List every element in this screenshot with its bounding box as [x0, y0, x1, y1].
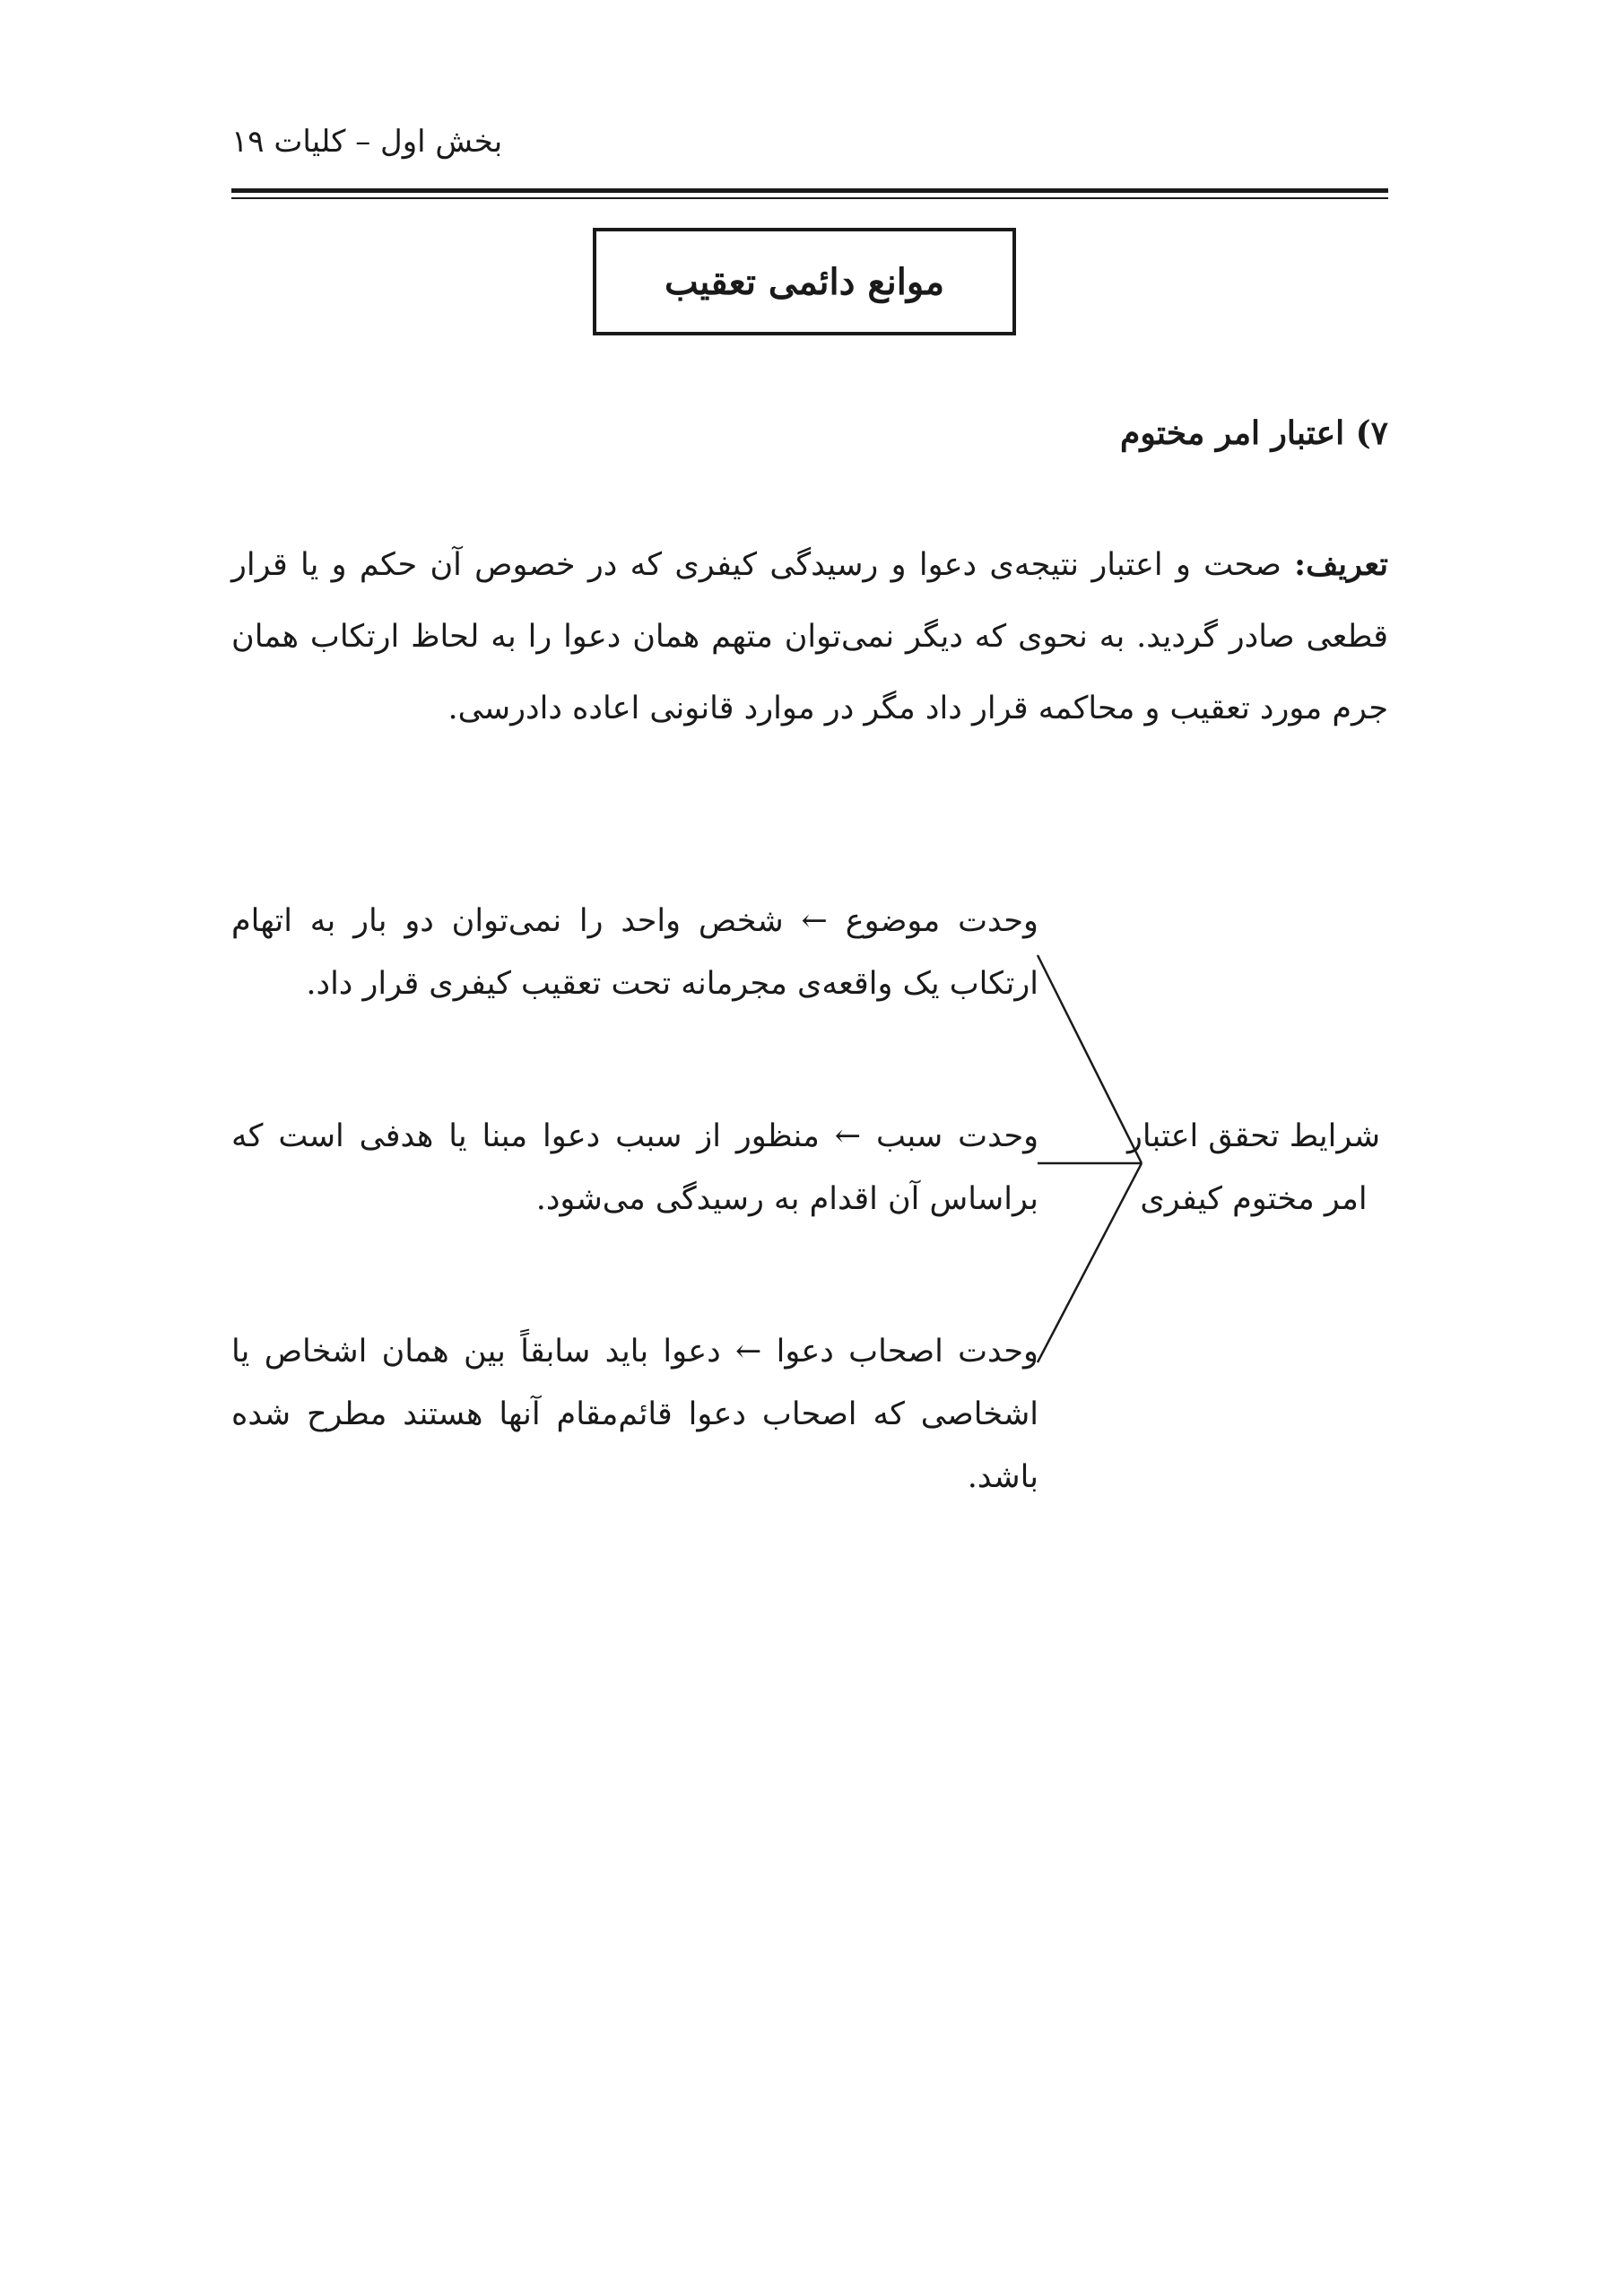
arrow-left-icon: ←: [734, 1334, 762, 1370]
diagram-branch-parties-unity: [231, 1320, 1038, 1509]
branch-name: وحدت سبب: [875, 1118, 1038, 1154]
page-header: بخش اول – کلیات ۱۹: [231, 124, 503, 160]
branch-description: دعوا باید سابقاً بین همان اشخاص یا اشخاصی که اصحاب دعوا قائم‌مقام آنها هستند مطرح شده باشد.: [231, 1334, 1038, 1495]
section-heading: ۷) اعتبار امر مختوم: [1120, 414, 1388, 452]
diagram-center-label: شرایط تحقق اعتبار امر مختوم کیفری: [1126, 1118, 1381, 1217]
chapter-title: موانع دائمی تعقیب: [664, 260, 944, 303]
branch-name: وحدت موضوع: [845, 903, 1038, 939]
arrow-left-icon: ←: [834, 1118, 862, 1154]
branch-name: وحدت اصحاب دعوا: [776, 1334, 1038, 1370]
diagram-branch-subject-unity: [231, 890, 1038, 1015]
branch-description: منظور از سبب دعوا مبنا یا هدفی است که براساس آن اقدام به رسیدگی می‌شود.: [231, 1118, 1038, 1217]
branch-description: شخص واحد را نمی‌توان دو بار به اتهام ارتکاب یک واقعه‌ی مجرمانه تحت تعقیب کیفری قرار داد.: [231, 903, 1038, 1002]
definition-term: تعریف:: [1294, 546, 1388, 583]
diagram-branch-cause-unity: [231, 1105, 1038, 1231]
definition-text: صحت و اعتبار نتیجه‌ی دعوا و رسیدگی کیفری که در خصوص آن حکم و یا قرار قطعی صادر گردید. به نحوی که دیگر نمی‌توان متهم همان دعوا را به لحاظ ارتکاب همان جرم مورد تعقیب و محاکمه قرار داد مگر در موارد قانونی اعاده دادرسی.: [231, 547, 1388, 726]
arrow-left-icon: ←: [801, 903, 828, 939]
